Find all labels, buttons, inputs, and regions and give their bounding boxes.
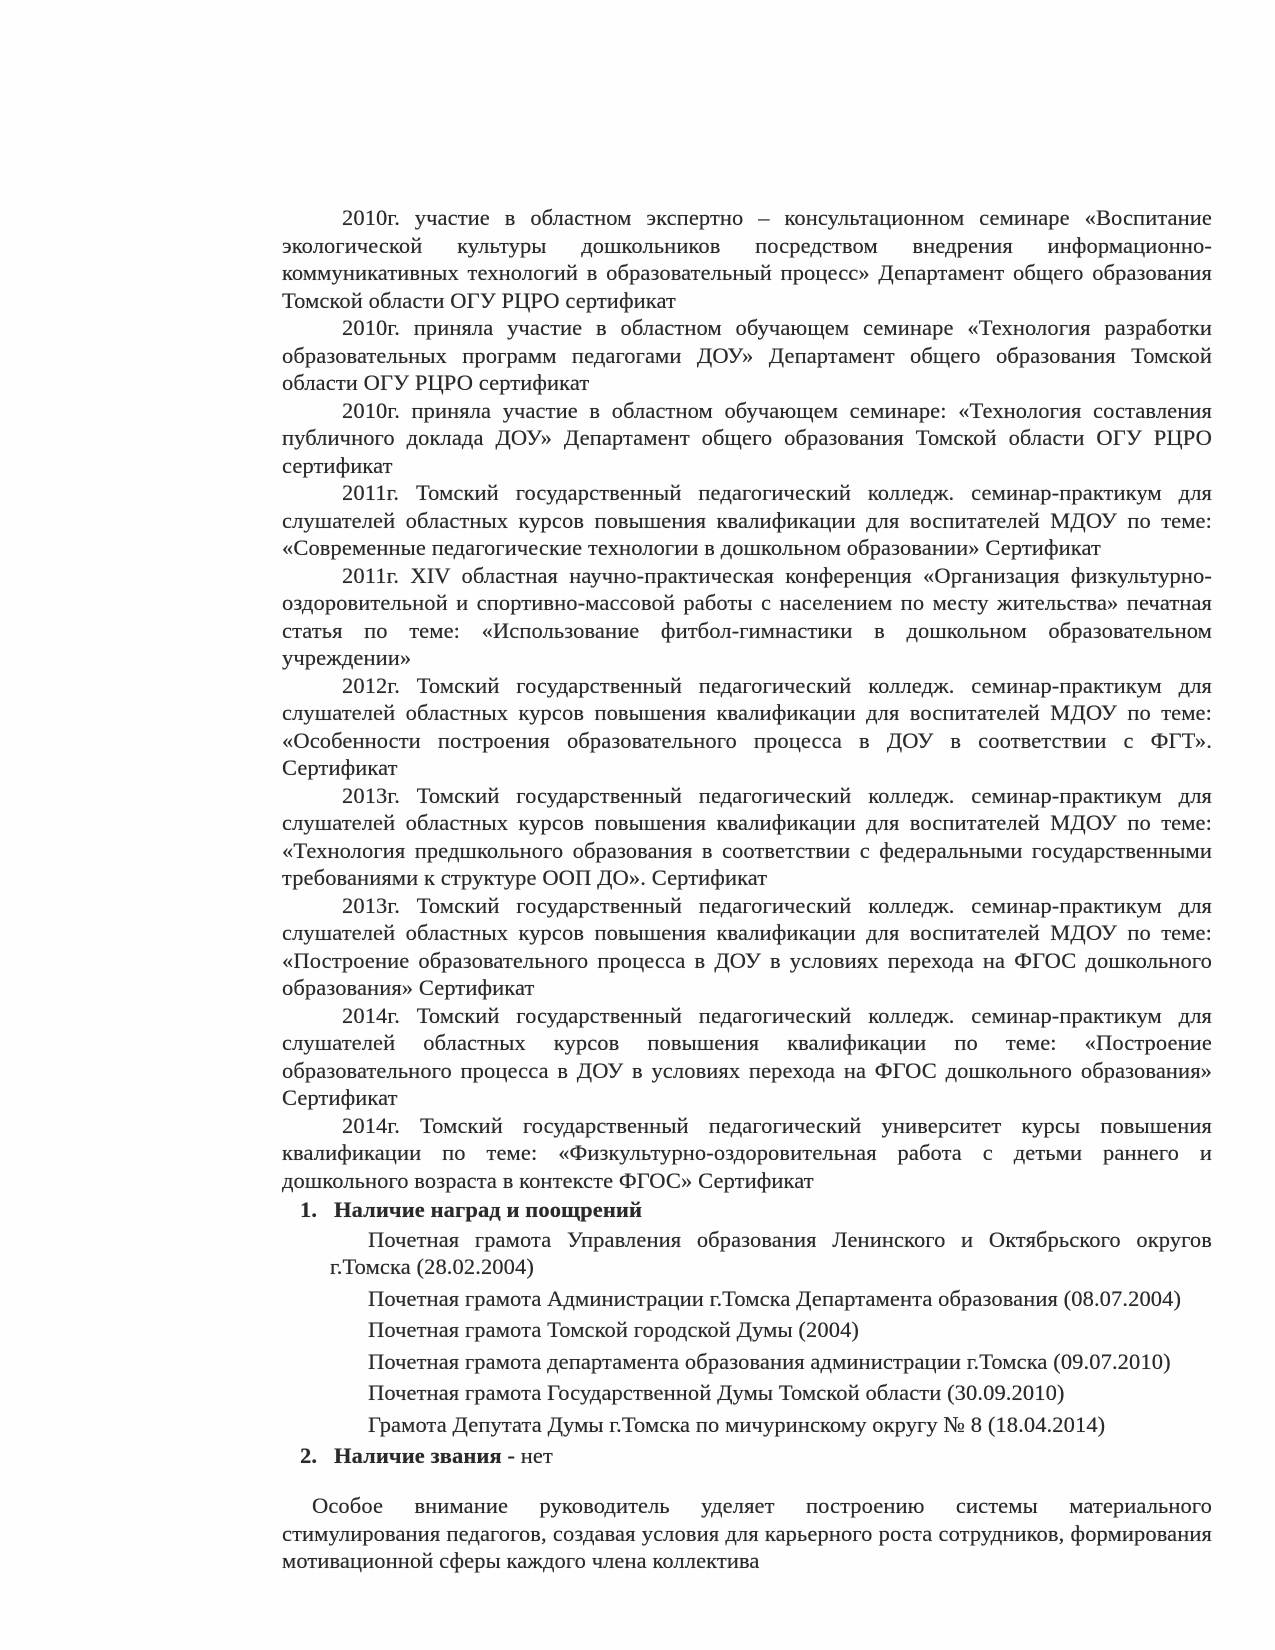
awards-heading-number: 1. — [300, 1197, 318, 1222]
title-value: нет — [515, 1443, 553, 1468]
award-item: Почетная грамота департамента образования администрации г.Томска (09.07.2010) — [368, 1348, 1171, 1374]
title-heading-number: 2. — [300, 1443, 318, 1468]
training-entry-2013-fgos: 2013г. Томский государственный педагогический колледж. семинар-практикум для слушателей областных курсов повышения квалификации для воспитателей МДОУ по теме: «Построение образовательного процесса в ДОУ в условиях перехода на ФГОС дошкольного образования» Сертификат — [282, 892, 1212, 1000]
training-entry-2010-programs: 2010г. приняла участие в областном обучающем семинаре «Технология разработки образовательных программ педагогами ДОУ» Департамент общего образования Томской области ОГУ РЦРО сертификат — [282, 315, 1212, 395]
award-item: Почетная грамота Администрации г.Томска Департамента образования (08.07.2004) — [368, 1285, 1182, 1311]
award-item: Почетная грамота Томской городской Думы (2004) — [368, 1317, 860, 1342]
awards-list — [330, 1226, 1212, 1439]
award-item: Почетная грамота Управления образования Ленинского и Октябрьского округов г.Томска (28.02.2004) — [330, 1226, 1212, 1279]
document-body — [282, 204, 1212, 1597]
training-entry-2011-technologies: 2011г. Томский государственный педагогический колледж. семинар-практикум для слушателей областных курсов повышения квалификации для воспитателей МДОУ по теме: «Современные педагогические технологии в дошкольном образовании» Сертификат — [282, 480, 1212, 560]
training-entry-2013-preschool: 2013г. Томский государственный педагогический колледж. семинар-практикум для слушателей областных курсов повышения квалификации для воспитателей МДОУ по теме: «Технология предшкольного образования в соответствии с федеральными государственными требованиями к структуре ООП ДО». Сертификат — [282, 782, 1212, 890]
training-entry-2010-report: 2010г. приняла участие в областном обучающем семинаре: «Технология составления публичного доклада ДОУ» Департамент общего образования Томской области ОГУ РЦРО сертификат — [282, 397, 1212, 478]
title-heading — [300, 1442, 1212, 1470]
title-heading-text: Наличие звания - — [334, 1443, 516, 1468]
award-item: Грамота Депутата Думы г.Томска по мичуринскому округу № 8 (18.04.2014) — [368, 1411, 1106, 1437]
awards-heading — [300, 1196, 1212, 1224]
training-entry-2014-university: 2014г. Томский государственный педагогический университет курсы повышения квалификации по теме: «Физкультурно-оздоровительная работа с детьми раннего и дошкольного возраста в контексте ФГОС» Сертификат — [282, 1112, 1212, 1193]
awards-heading-text: Наличие наград и поощрений — [334, 1197, 643, 1222]
training-entry-2014-college: 2014г. Томский государственный педагогический колледж. семинар-практикум для слушателей областных курсов повышения квалификации по теме: «Построение образовательного процесса в ДОУ в условиях перехода на ФГОС дошкольного образования» Сертификат — [282, 1002, 1212, 1110]
award-item: Почетная грамота Государственной Думы Томской области (30.09.2010) — [368, 1380, 1065, 1405]
training-entry-2010-ecology: 2010г. участие в областном экспертно – консультационном семинаре «Воспитание экологической культуры дошкольников посредством внедрения информационно-коммуникативных технологий в образовательный процесс» Департамент общего образования Томской области ОГУ РЦРО сертификат — [282, 205, 1212, 313]
training-entry-2011-conference: 2011г. XIV областная научно-практическая конференция «Организация физкультурно-оздоровительной и спортивно-массовой работы с населением по месту жительства» печатная статья по теме: «Использование фитбол-гимнастики в дошкольном образовательном учреждении» — [282, 562, 1212, 670]
training-entry-2012-fgt: 2012г. Томский государственный педагогический колледж. семинар-практикум для слушателей областных курсов повышения квалификации для воспитателей МДОУ по теме: «Особенности построения образовательного процесса в ДОУ в соответствии с ФГТ». Сертификат — [282, 672, 1212, 780]
closing-paragraph: Особое внимание руководитель уделяет построению системы материального стимулирования педагогов, создавая условия для карьерного роста сотрудников, формирования мотивационной сферы каждого члена коллектива — [282, 1493, 1212, 1573]
